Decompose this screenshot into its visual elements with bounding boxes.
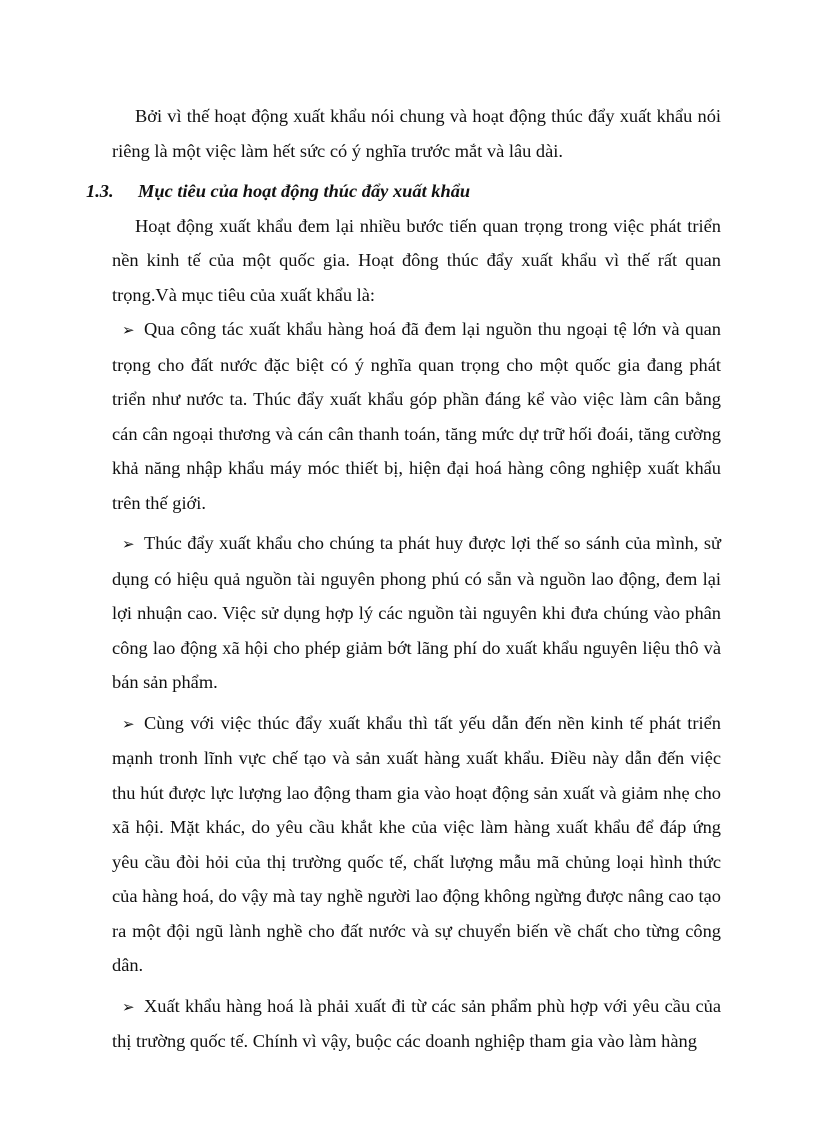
bullet-text: Xuất khẩu hàng hoá là phải xuất đi từ các sản phẩm phù hợp với yêu cầu của thị trường quốc tế. Chính vì vậy, buộc các doanh nghiệp tham gia vào làm hàng: [112, 995, 721, 1051]
section-number: 1.3.: [86, 181, 114, 201]
bullet-item: [112, 989, 721, 1059]
intro-paragraph: Bởi vì thế hoạt động xuất khẩu nói chung và hoạt động thúc đẩy xuất khẩu nói riêng là một việc làm hết sức có ý nghĩa trước mắt và lâu dài.: [112, 106, 721, 161]
section-intro-paragraph: Hoạt động xuất khẩu đem lại nhiều bước tiến quan trọng trong việc phát triển nền kinh tế của một quốc gia. Hoạt đông thúc đẩy xuất khẩu vì thế rất quan trọng.Và mục tiêu của xuất khẩu là:: [112, 215, 721, 305]
document-body: [86, 99, 721, 1059]
arrow-bullet-icon: ➢: [122, 714, 135, 733]
bullet-text: Thúc đẩy xuất khẩu cho chúng ta phát huy được lợi thế so sánh của mình, sử dụng có hiệu quả nguồn tài nguyên phong phú có sẵn và nguồn lao động, đem lại lợi nhuận cao. Việc sử dụng hợp lý các nguồn tài nguyên khi đưa chúng vào phân công lao động xã hội cho phép giảm bớt lãng phí do xuất khẩu nguyên liệu thô và bán sản phẩm.: [112, 533, 721, 692]
section-heading: [86, 174, 721, 209]
bullet-text: Qua công tác xuất khẩu hàng hoá đã đem lại nguồn thu ngoại tệ lớn và quan trọng cho đất nước đặc biệt có ý nghĩa quan trọng cho một quốc gia đang phát triển như nước ta. Thúc đẩy xuất khẩu góp phần đáng kể vào việc làm cân bằng cán cân ngoại thương và cán cân thanh toán, tăng mức dự trữ hối đoái, tăng cường khả năng nhập khẩu máy móc thiết bị, hiện đại hoá hàng công nghiệp xuất khẩu trên thế giới.: [112, 319, 721, 513]
bullet-item: [112, 312, 721, 520]
bullet-item: [112, 526, 721, 700]
bullet-item: [112, 706, 721, 983]
arrow-bullet-icon: ➢: [122, 997, 135, 1016]
arrow-bullet-icon: ➢: [122, 321, 135, 339]
arrow-bullet-icon: ➢: [122, 535, 135, 553]
bullet-text: Cùng với việc thúc đẩy xuất khẩu thì tất yếu dẫn đến nền kinh tế phát triển mạnh tronh lĩnh vực chế tạo và sản xuất hàng xuất khẩu. Điều này dẫn đến việc thu hút được lực lượng lao động tham gia vào hoạt động sản xuất và giảm nhẹ cho xã hội. Mặt khác, do yêu cầu khắt khe của việc làm hàng xuất khẩu để đáp ứng yêu cầu đòi hỏi của thị trường quốc tế, chất lượng mẫu mã chủng loại hình thức của hàng hoá, do vậy mà tay nghề người lao động không ngừng được nâng cao tạo ra một đội ngũ lành nghề cho đất nước và sự chuyển biến về chất cho từng công dân.: [112, 712, 721, 975]
section-title: Mục tiêu của hoạt động thúc đẩy xuất khẩu: [138, 181, 471, 201]
